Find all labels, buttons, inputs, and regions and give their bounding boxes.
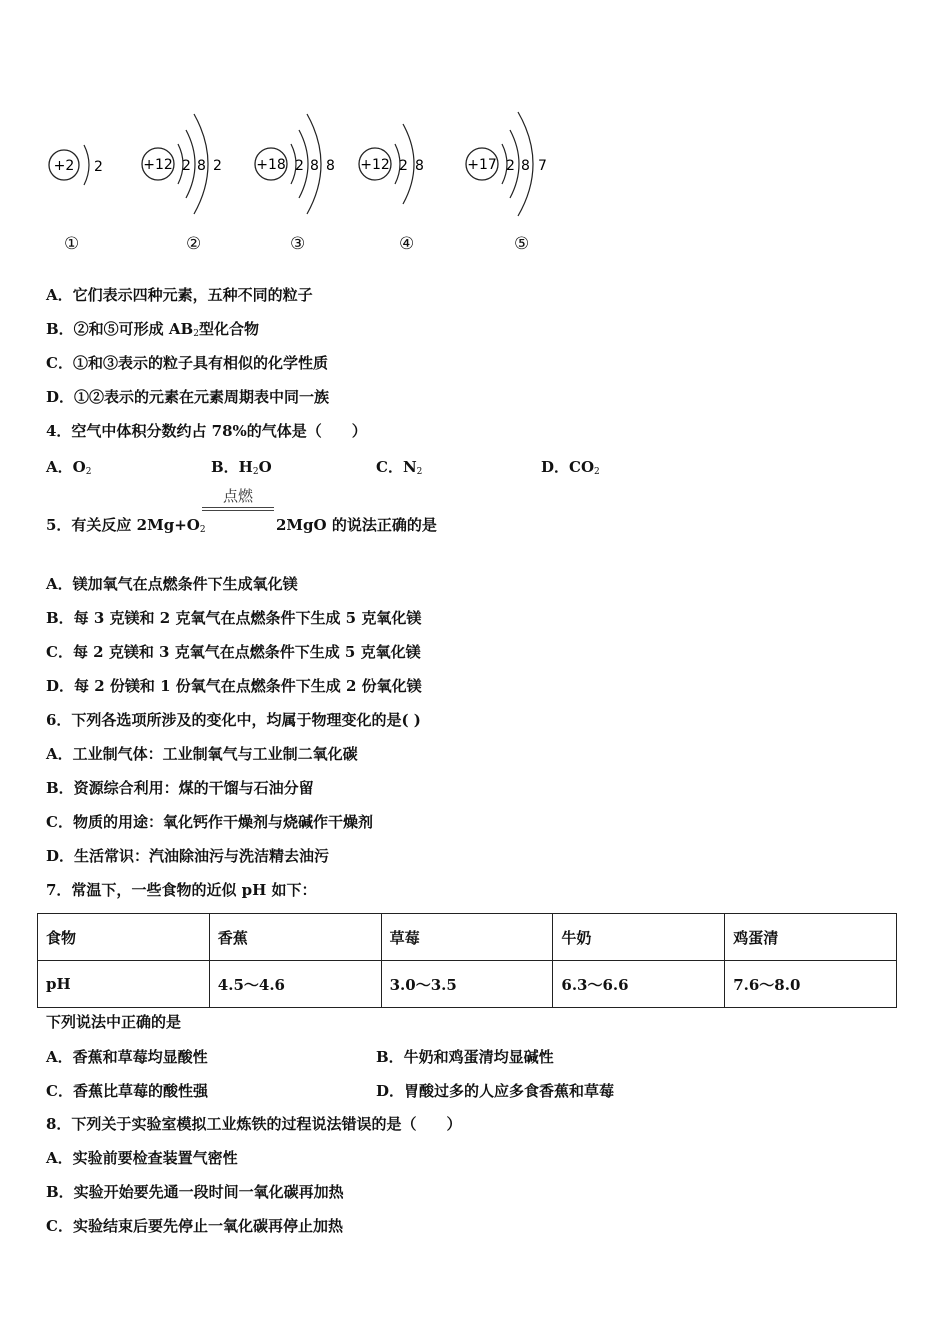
- q5-option-b: B．每 3 克镁和 2 克氧气在点燃条件下生成 5 克氧化镁: [46, 609, 422, 627]
- table-cell: 鸡蛋清: [725, 914, 897, 961]
- table-cell: 牛奶: [553, 914, 725, 961]
- atom-label-1: ①: [64, 234, 80, 254]
- atom-diagram-1: [46, 100, 116, 224]
- q4-option-c: [376, 456, 422, 477]
- table-row: [38, 961, 897, 1008]
- nucleus-charge: +17: [467, 157, 497, 173]
- reaction-condition-label: 点燃: [222, 487, 253, 505]
- nucleus-charge: +12: [143, 157, 173, 173]
- q5-option-d: D．每 2 份镁和 1 份氧气在点燃条件下生成 2 份氧化镁: [46, 677, 422, 695]
- q4-option-d: [541, 456, 600, 477]
- table-cell: 草莓: [381, 914, 553, 961]
- q8-option-a: A．实验前要检查装置气密性: [46, 1149, 238, 1167]
- q4-option-c-text: C．N: [376, 458, 417, 476]
- q7-option-a: A．香蕉和草莓均显酸性: [46, 1048, 208, 1066]
- shell-electrons: 2: [213, 158, 222, 174]
- reaction-condition: [202, 487, 274, 511]
- subscript: 2: [199, 525, 206, 535]
- nucleus-charge: +2: [53, 158, 75, 174]
- shell-electrons: 2: [295, 158, 304, 174]
- table-cell: 4.5～4.6: [209, 961, 381, 1008]
- q3-option-c: C．①和③表示的粒子具有相似的化学性质: [46, 354, 328, 372]
- q6-option-d: D．生活常识：汽油除油污与洗洁精去油污: [46, 847, 330, 865]
- q5-option-a: A．镁加氧气在点燃条件下生成氧化镁: [46, 575, 298, 593]
- nucleus-charge: +12: [360, 157, 390, 173]
- q4-option-d-text: D．CO: [541, 458, 595, 476]
- table-cell: 香蕉: [209, 914, 381, 961]
- q6-option-b: B．资源综合利用：煤的干馏与石油分留: [46, 779, 314, 797]
- q4-option-b-text: B．H: [211, 458, 253, 476]
- shell-electrons: 8: [310, 158, 319, 174]
- q6-stem: 6．下列各选项所涉及的变化中，均属于物理变化的是( ): [46, 711, 421, 729]
- q5-option-c: C．每 2 克镁和 3 克氧气在点燃条件下生成 5 克氧化镁: [46, 643, 421, 661]
- table-cell: 3.0～3.5: [381, 961, 553, 1008]
- q5-stem: [46, 515, 206, 540]
- q4-option-b-tail: O: [258, 458, 272, 476]
- shell-electrons: 8: [521, 158, 530, 174]
- q8-stem: 8．下列关于实验室模拟工业炼铁的过程说法错误的是（ ）: [46, 1115, 462, 1133]
- q4-option-b: [211, 456, 272, 477]
- shell-electrons: 2: [399, 158, 408, 174]
- atom-diagram-3: [253, 100, 353, 224]
- table-cell: 食物: [38, 914, 210, 961]
- subscript: 2: [85, 467, 92, 477]
- subscript: 2: [193, 329, 199, 339]
- atom-label-3: ③: [290, 234, 306, 254]
- shell-electrons: 2: [506, 158, 515, 174]
- atom-label-5: ⑤: [514, 234, 530, 254]
- subscript: 2: [252, 467, 259, 477]
- q7-stem: 7．常温下，一些食物的近似 pH 如下：: [46, 881, 317, 899]
- shell-electrons: 2: [94, 159, 103, 175]
- table-cell: pH: [38, 961, 210, 1008]
- table-row: [38, 914, 897, 961]
- q4-stem: 4．空气中体积分数约占 78%的气体是（ ）: [46, 422, 367, 440]
- q7-option-b: B．牛奶和鸡蛋清均显碱性: [376, 1048, 554, 1066]
- q4-option-a: [46, 456, 91, 477]
- q4-option-a-text: A．O: [46, 458, 86, 476]
- atom-diagram-4: [357, 100, 447, 224]
- q8-option-c: C．实验结束后要先停止一氧化碳再停止加热: [46, 1217, 343, 1235]
- atom-diagram-2: [140, 100, 240, 224]
- q3-option-b-text: B．②和⑤可形成 AB: [46, 320, 194, 338]
- table-cell: 7.6～8.0: [725, 961, 897, 1008]
- q7-option-d: D．胃酸过多的人应多食香蕉和草莓: [376, 1082, 615, 1100]
- atom-label-2: ②: [186, 234, 202, 254]
- q6-option-c: C．物质的用途：氧化钙作干燥剂与烧碱作干燥剂: [46, 813, 373, 831]
- q7-prompt: 下列说法中正确的是: [46, 1013, 182, 1031]
- shell-electrons: 8: [197, 158, 206, 174]
- q7-option-c: C．香蕉比草莓的酸性强: [46, 1082, 208, 1100]
- q3-option-a: A．它们表示四种元素，五种不同的粒子: [46, 286, 313, 304]
- q5-stem-pre: 5．有关反应 2Mg+O: [46, 516, 200, 534]
- q3-option-b: [46, 319, 259, 344]
- ph-table: [37, 913, 897, 1008]
- q5-stem-post: 2MgO 的说法正确的是: [276, 516, 437, 534]
- nucleus-charge: +18: [256, 157, 286, 173]
- q6-option-a: A．工业制气体：工业制氧气与工业制二氧化碳: [46, 745, 358, 763]
- reaction-equals-sign: [202, 507, 274, 511]
- q8-option-b: B．实验开始要先通一段时间一氧化碳再加热: [46, 1183, 344, 1201]
- shell-electrons: 2: [182, 158, 191, 174]
- subscript: 2: [416, 467, 423, 477]
- shell-electrons: 8: [326, 158, 335, 174]
- atom-label-4: ④: [399, 234, 415, 254]
- shell-electrons: 8: [415, 158, 424, 174]
- q3-option-b-tail: 型化合物: [198, 320, 259, 338]
- table-cell: 6.3～6.6: [553, 961, 725, 1008]
- q3-option-d: D．①②表示的元素在元素周期表中同一族: [46, 388, 330, 406]
- shell-electrons: 7: [538, 158, 547, 174]
- atom-diagram-5: [464, 100, 564, 224]
- subscript: 2: [594, 467, 600, 477]
